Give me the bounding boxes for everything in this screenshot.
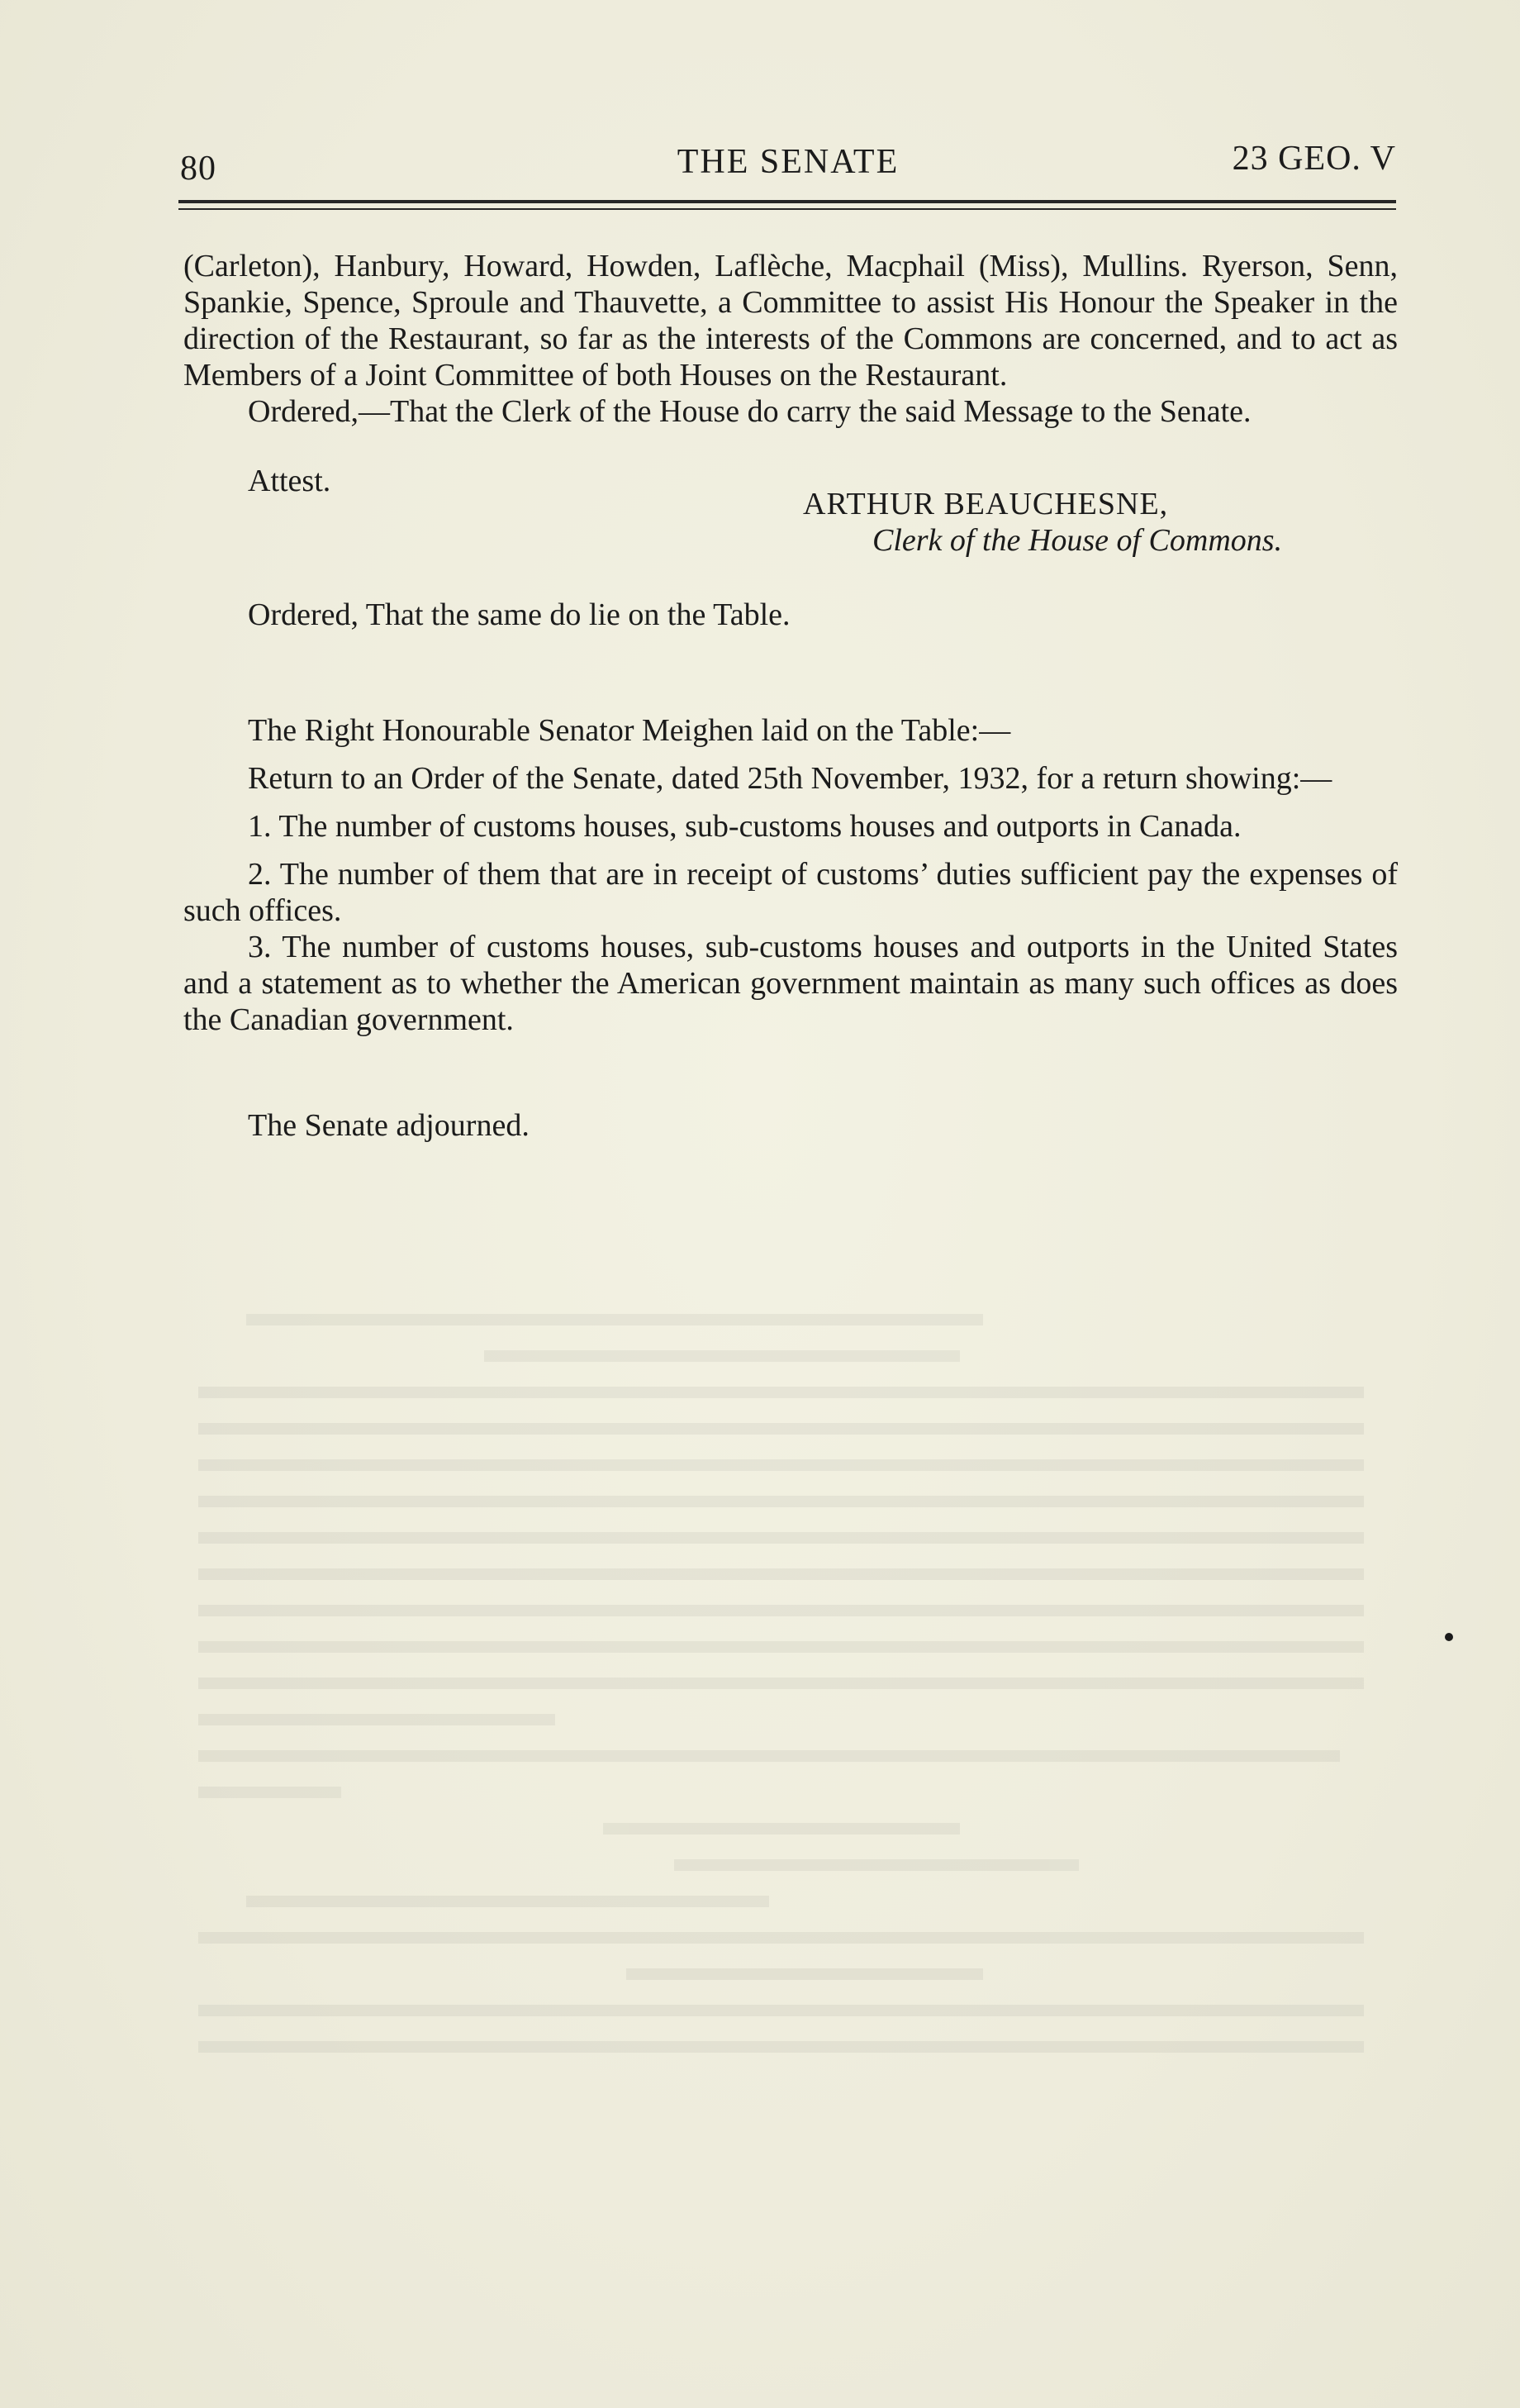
continuation-paragraph: (Carleton), Hanbury, Howard, Howden, Laflèche, Macphail (Miss), Mullins. Ryerson, Senn, Spankie, Spence, Sproule and Thauvette, a Committee to assist His Honour the Speaker in the direction of the Restaurant, so far as the interests of the Commons are concerned, and to act as Members of a Joint Committee of both Houses on the Restaurant. bbox=[183, 249, 1398, 393]
body-text bbox=[183, 248, 1398, 1144]
page-number: 80 bbox=[180, 150, 216, 188]
regnal-year: 23 GEO. V bbox=[1232, 140, 1396, 178]
reverse-side-show-through bbox=[198, 1289, 1388, 2297]
running-title: THE SENATE bbox=[677, 143, 900, 181]
list-item: 2. The number of them that are in receipt of customs’ duties sufficient pay the expenses of such offices. bbox=[183, 857, 1398, 928]
header-rule-thin bbox=[178, 208, 1396, 210]
signatory-title: Clerk of the House of Commons. bbox=[872, 523, 1283, 558]
attest-label: Attest. bbox=[248, 464, 331, 498]
meighen-laid-paragraph: The Right Honourable Senator Meighen laid on the Table:— bbox=[248, 713, 1011, 748]
ordered-carry-paragraph: Ordered,—That the Clerk of the House do carry the said Message to the Senate. bbox=[248, 394, 1252, 429]
page-header bbox=[180, 139, 1396, 188]
header-rule-thick bbox=[178, 200, 1396, 203]
signatory-name: ARTHUR BEAUCHESNE, bbox=[803, 487, 1169, 521]
list-item: 1. The number of customs houses, sub-customs houses and outports in Canada. bbox=[248, 809, 1242, 844]
ordered-table-paragraph: Ordered, That the same do lie on the Table. bbox=[248, 597, 791, 632]
list-item: 3. The number of customs houses, sub-customs houses and outports in the United States and a statement as to whether the American government maintain as many such offices as does the Canadian government. bbox=[183, 930, 1398, 1037]
ink-speck bbox=[1445, 1633, 1453, 1641]
signature-block bbox=[803, 486, 1398, 559]
return-intro-paragraph: Return to an Order of the Senate, dated 25th November, 1932, for a return showing:— bbox=[248, 761, 1332, 796]
adjourned-paragraph: The Senate adjourned. bbox=[248, 1108, 530, 1143]
